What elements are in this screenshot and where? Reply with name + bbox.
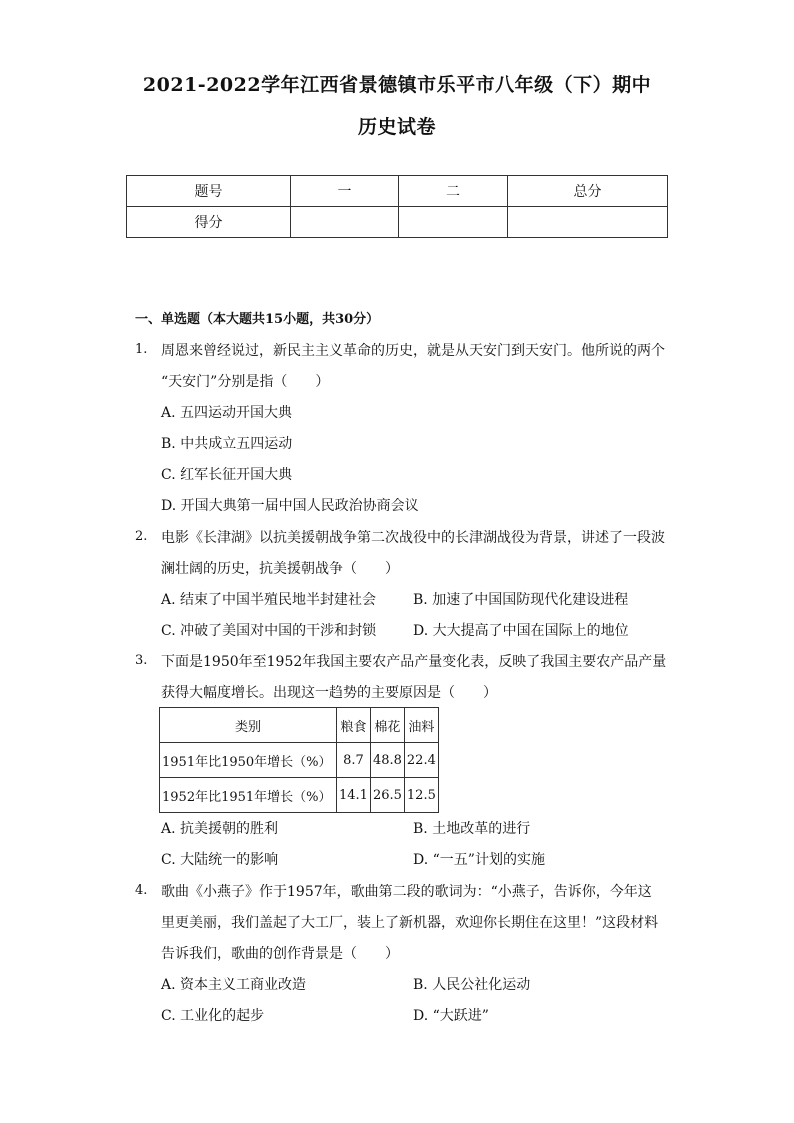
score-table-score-row: [127, 207, 668, 238]
question-text: 澜壮阔的历史，抗美援朝战争（ ）: [161, 561, 399, 577]
score-row-label: 得分: [127, 207, 291, 238]
production-table-row: [160, 743, 439, 778]
option-c: C. 冲破了美国对中国的干涉和封锁: [161, 623, 377, 639]
option-d: D. 大大提高了中国在国际上的地位: [413, 623, 629, 639]
question-text: 电影《长津湖》以抗美援朝战争第二次战役中的长津湖战役为背景，讲述了一段波: [161, 530, 665, 546]
option-d: D. “大跃进”: [413, 1008, 489, 1024]
option-b: B. 中共成立五四运动: [161, 436, 293, 452]
score-table-header-row: [127, 176, 668, 207]
question-text: 歌曲《小燕子》作于1957年，歌曲第二段的歌词为：“小燕子，告诉你，今年这: [161, 884, 652, 900]
production-value-cell: 22.4: [404, 743, 438, 778]
question-number: 1.: [135, 342, 148, 357]
question-text: 下面是1950年至1952年我国主要农产品产量变化表，反映了我国主要农产品产量: [161, 654, 667, 670]
option-c: C. 工业化的起步: [161, 1008, 265, 1024]
production-header-cell: 油料: [404, 708, 438, 743]
production-row-label: 1951年比1950年增长（%）: [160, 743, 337, 778]
score-blank-cell: [399, 207, 508, 238]
option-d: D. 开国大典第一届中国人民政治协商会议: [161, 498, 419, 514]
option-b: B. 土地改革的进行: [413, 821, 531, 837]
production-header-cell: 棉花: [370, 708, 404, 743]
option-c: C. 红军长征开国大典: [161, 467, 293, 483]
production-table-row: [160, 778, 439, 813]
score-blank-cell: [291, 207, 399, 238]
option-a: A. 五四运动开国大典: [161, 405, 293, 421]
option-d: D. “一五”计划的实施: [413, 852, 545, 868]
production-value-cell: 48.8: [370, 743, 404, 778]
production-row-label: 1952年比1951年增长（%）: [160, 778, 337, 813]
score-header-cell: 二: [399, 176, 508, 207]
score-header-cell: 一: [291, 176, 399, 207]
production-table-header-row: [160, 708, 439, 743]
production-value-cell: 8.7: [337, 743, 371, 778]
question-text: 告诉我们，歌曲的创作背景是（ ）: [161, 946, 399, 962]
question-text: 获得大幅度增长。出现这一趋势的主要原因是（ ）: [161, 685, 497, 701]
option-a: A. 抗美援朝的胜利: [161, 821, 279, 837]
section-heading: 一、单选题（本大题共15小题，共30分）: [135, 312, 380, 327]
score-blank-cell: [508, 207, 668, 238]
exam-title-line2: 历史试卷: [357, 116, 436, 138]
option-b: B. 人民公社化运动: [413, 977, 531, 993]
option-b: B. 加速了中国国防现代化建设进程: [413, 592, 629, 608]
question-number: 3.: [135, 653, 148, 668]
question-number: 2.: [135, 529, 148, 544]
question-text: 里更美丽，我们盖起了大工厂，装上了新机器，欢迎你长期住在这里！”这段材料: [161, 915, 659, 931]
score-header-cell: 题号: [127, 176, 291, 207]
score-header-cell: 总分: [508, 176, 668, 207]
production-header-cell: 粮食: [337, 708, 371, 743]
question-number: 4.: [135, 883, 148, 898]
question-text: 周恩来曾经说过，新民主主义革命的历史，就是从天安门到天安门。他所说的两个: [161, 343, 665, 359]
option-a: A. 结束了中国半殖民地半封建社会: [161, 592, 377, 608]
exam-title-line1: 2021-2022学年江西省景德镇市乐平市八年级（下）期中: [142, 74, 652, 96]
score-table: [126, 175, 668, 238]
production-header-cell: 类别: [160, 708, 337, 743]
production-value-cell: 12.5: [404, 778, 438, 813]
option-c: C. 大陆统一的影响: [161, 852, 279, 868]
option-a: A. 资本主义工商业改造: [161, 977, 307, 993]
question-text: “天安门”分别是指（ ）: [161, 374, 330, 390]
production-table: [159, 707, 439, 813]
production-value-cell: 14.1: [337, 778, 371, 813]
production-value-cell: 26.5: [370, 778, 404, 813]
